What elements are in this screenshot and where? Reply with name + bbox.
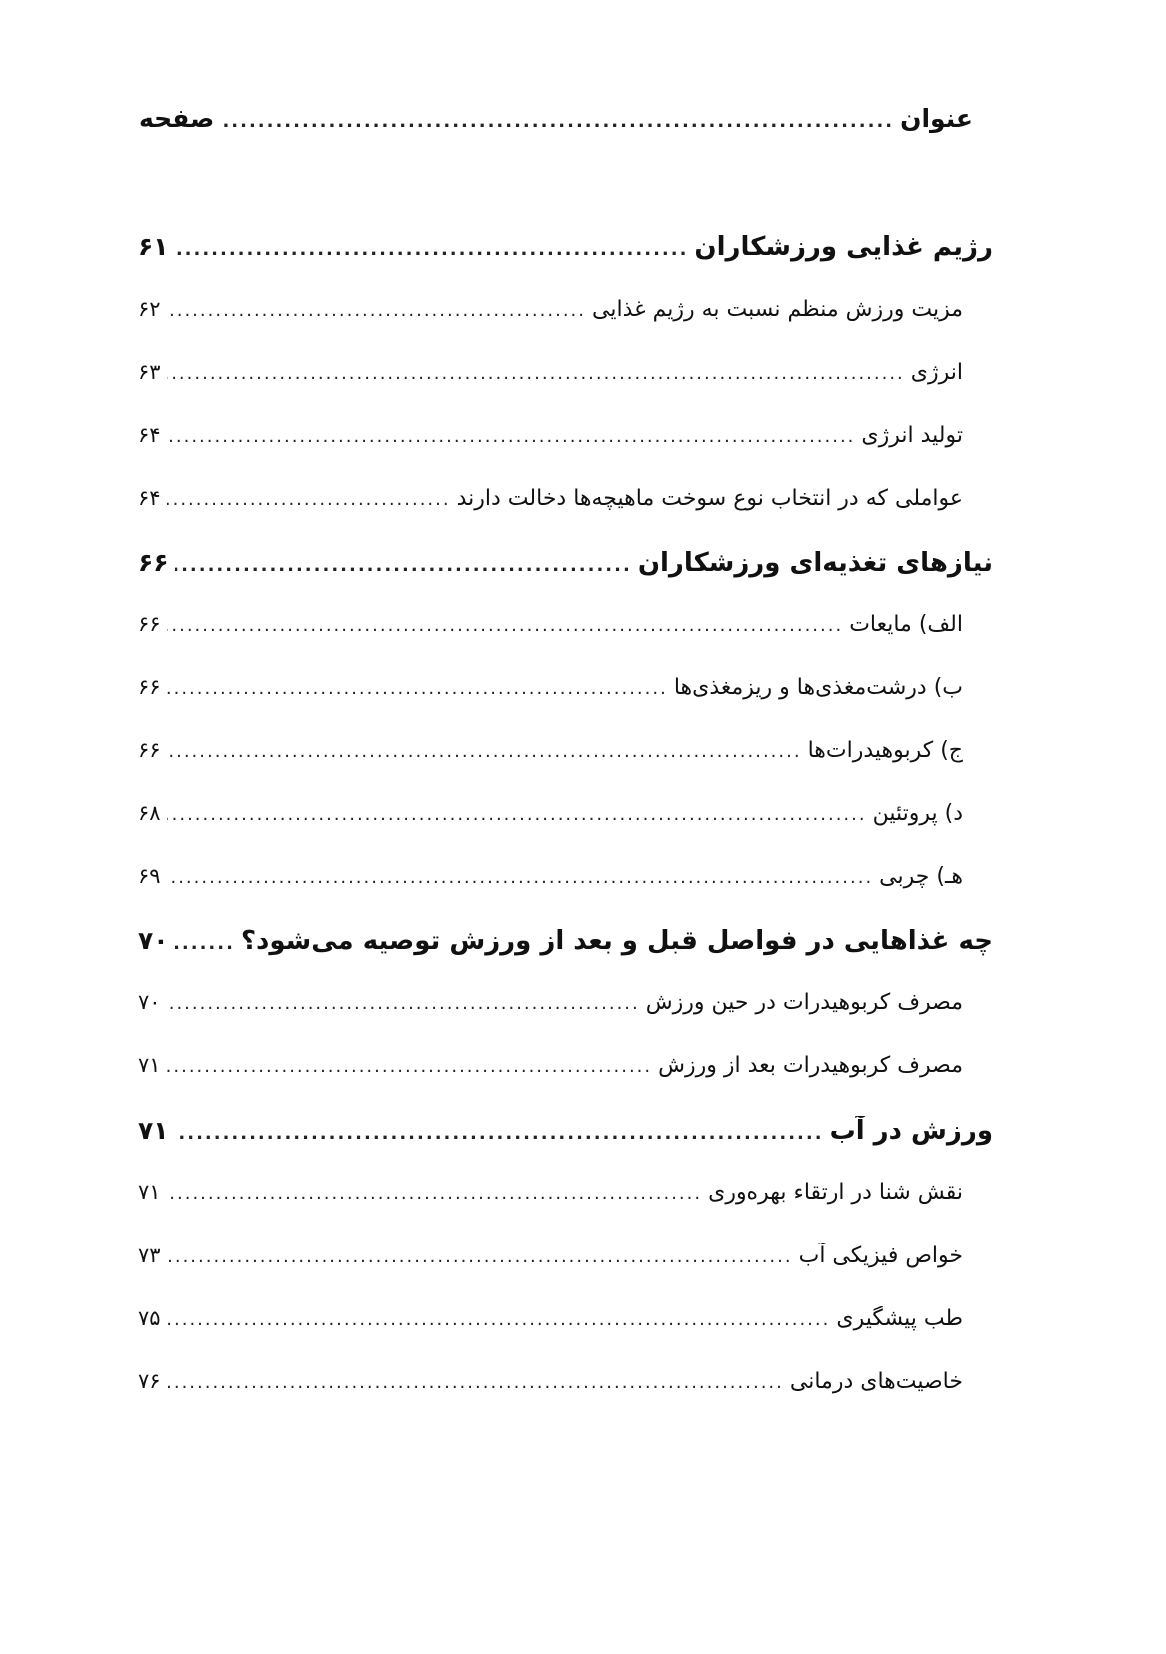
- entry-title: ب) درشت‌مغذی‌ها و ریزمغذی‌ها: [673, 675, 963, 700]
- entry-page-number: ۶۶: [138, 738, 161, 762]
- dot-leader: [175, 239, 689, 260]
- entry-page-number: ۷۶: [138, 1369, 161, 1393]
- entry-title: هـ) چربی: [879, 864, 963, 889]
- toc-entry-section[interactable]: [138, 801, 963, 826]
- dot-leader: [167, 363, 905, 384]
- dot-leader: [167, 1183, 703, 1204]
- entry-title: انرژی: [910, 360, 963, 385]
- entry-page-number: ۶۴: [138, 486, 161, 510]
- dot-leader: [175, 933, 235, 954]
- entry-title: خاصیت‌های درمانی: [789, 1369, 963, 1394]
- dot-leader: [167, 993, 640, 1014]
- entry-page-number: ۶۸: [138, 801, 161, 825]
- dot-leader: [167, 867, 874, 888]
- entry-title: د) پروتئین: [872, 801, 963, 826]
- entry-page-number: ۶۳: [138, 360, 161, 384]
- dot-leader: [167, 489, 451, 510]
- toc-entry-section[interactable]: [138, 738, 963, 763]
- toc-entry-section[interactable]: [138, 1306, 963, 1331]
- entry-page-number: ۶۶: [138, 612, 161, 636]
- entry-page-number: ۷۳: [138, 1243, 161, 1267]
- entry-title: نقش شنا در ارتقاء بهره‌وری: [708, 1180, 963, 1205]
- entry-page-number: ۶۴: [138, 423, 161, 447]
- entry-title: مصرف کربوهیدرات در حین ورزش: [645, 990, 963, 1015]
- dot-leader: [175, 1123, 824, 1144]
- toc-entry-chapter[interactable]: [138, 232, 993, 262]
- entry-title: مزیت ورزش منظم نسبت به رژیم غذایی: [592, 297, 963, 322]
- toc-entry-chapter[interactable]: [138, 926, 993, 956]
- entry-page-number: ۶۹: [138, 864, 161, 888]
- header-page-label: صفحه: [139, 104, 215, 133]
- entry-title: عواملی که در انتخاب نوع سوخت ماهیچه‌ها دخالت دارند: [456, 486, 963, 511]
- entry-title: طب پیشگیری: [836, 1306, 963, 1331]
- entry-title: ج) کربوهیدرات‌ها: [807, 738, 963, 763]
- entry-page-number: ۷۱: [138, 1180, 161, 1204]
- entry-page-number: ۷۰: [138, 990, 161, 1014]
- dot-leader: [167, 426, 856, 447]
- dot-leader: [167, 1372, 784, 1393]
- entry-title: تولید انرژی: [861, 423, 963, 448]
- dot-leader: [167, 1309, 831, 1330]
- entry-title: رژیم غذایی ورزشکاران: [694, 232, 993, 262]
- entry-title: خواص فیزیکی آب: [798, 1243, 963, 1268]
- toc-entry-section[interactable]: [138, 612, 963, 637]
- toc-header: [139, 104, 973, 133]
- entry-title: ورزش در آب: [829, 1116, 993, 1146]
- toc-entry-section[interactable]: [138, 360, 963, 385]
- toc-entry-section[interactable]: [138, 1243, 963, 1268]
- dot-leader: [167, 1056, 653, 1077]
- toc-entry-chapter[interactable]: [138, 548, 993, 578]
- entry-page-number: ۶۲: [138, 297, 161, 321]
- dot-leader: [167, 678, 668, 699]
- dot-leader: [167, 804, 867, 825]
- toc-entry-chapter[interactable]: [138, 1116, 993, 1146]
- toc-entry-section[interactable]: [138, 1053, 963, 1078]
- entry-page-number: ۶۱: [138, 232, 169, 261]
- toc-entry-section[interactable]: [138, 297, 963, 322]
- dot-leader: [167, 615, 844, 636]
- toc-entry-section[interactable]: [138, 486, 963, 511]
- entry-page-number: ۷۵: [138, 1306, 161, 1330]
- entry-page-number: ۷۰: [138, 926, 169, 955]
- entry-title: مصرف کربوهیدرات بعد از ورزش: [658, 1053, 963, 1078]
- toc-entry-section[interactable]: [138, 1369, 963, 1394]
- toc-entry-section[interactable]: [138, 675, 963, 700]
- entry-title: الف) مایعات: [849, 612, 963, 637]
- entry-page-number: ۷۱: [138, 1116, 169, 1145]
- entry-page-number: ۶۶: [138, 675, 161, 699]
- header-title-label: عنوان: [900, 104, 973, 133]
- entry-page-number: ۷۱: [138, 1053, 161, 1077]
- dot-leader: [167, 300, 586, 321]
- entry-page-number: ۶۶: [138, 548, 169, 577]
- toc-entry-section[interactable]: [138, 864, 963, 889]
- dot-leader: [167, 741, 802, 762]
- entry-title: نیازهای تغذیه‌ای ورزشکاران: [637, 548, 993, 578]
- dot-leader: [220, 111, 894, 132]
- entry-title: چه غذاهایی در فواصل قبل و بعد از ورزش توصیه می‌شود؟: [240, 926, 993, 956]
- toc-entry-section[interactable]: [138, 990, 963, 1015]
- dot-leader: [167, 1246, 793, 1267]
- dot-leader: [175, 555, 632, 576]
- toc-entry-section[interactable]: [138, 1180, 963, 1205]
- toc-entry-section[interactable]: [138, 423, 963, 448]
